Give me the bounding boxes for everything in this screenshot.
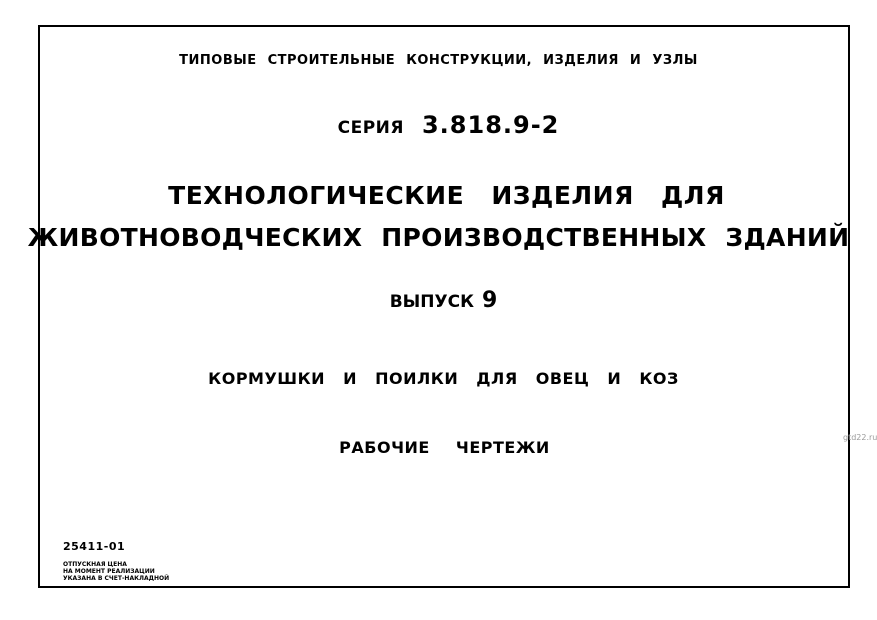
issue-label: ВЫПУСК	[389, 292, 474, 312]
price-note-line: НА МОМЕНТ РЕАЛИЗАЦИИ	[63, 568, 155, 575]
series-header: ТИПОВЫЕ СТРОИТЕЛЬНЫЕ КОНСТРУКЦИИ, ИЗДЕЛИЯ И УЗЛЫ	[179, 53, 698, 68]
drawings-type: РАБОЧИЕ ЧЕРТЕЖИ	[339, 438, 550, 457]
issue-designation	[0, 290, 877, 312]
document-number: 25411-01	[63, 540, 126, 553]
series-designation	[0, 113, 877, 137]
price-note-line: УКАЗАНА В СЧЕТ-НАКЛАДНОЙ	[63, 575, 170, 582]
issue-number: 9	[481, 288, 498, 313]
document-title-line-2: ЖИВОТНОВОДЧЕСКИХ ПРОИЗВОДСТВЕННЫХ ЗДАНИЙ	[27, 223, 850, 252]
watermark: gtd22.ru	[843, 433, 877, 442]
series-label: СЕРИЯ	[337, 118, 404, 138]
series-number: 3.818.9-2	[421, 111, 560, 139]
price-note	[63, 561, 169, 582]
price-note-line: ОТПУСКНАЯ ЦЕНА	[63, 561, 127, 568]
issue-subject: КОРМУШКИ И ПОИЛКИ ДЛЯ ОВЕЦ И КОЗ	[208, 369, 679, 388]
document-title-line-1: ТЕХНОЛОГИЧЕСКИЕ ИЗДЕЛИЯ ДЛЯ	[168, 181, 725, 210]
